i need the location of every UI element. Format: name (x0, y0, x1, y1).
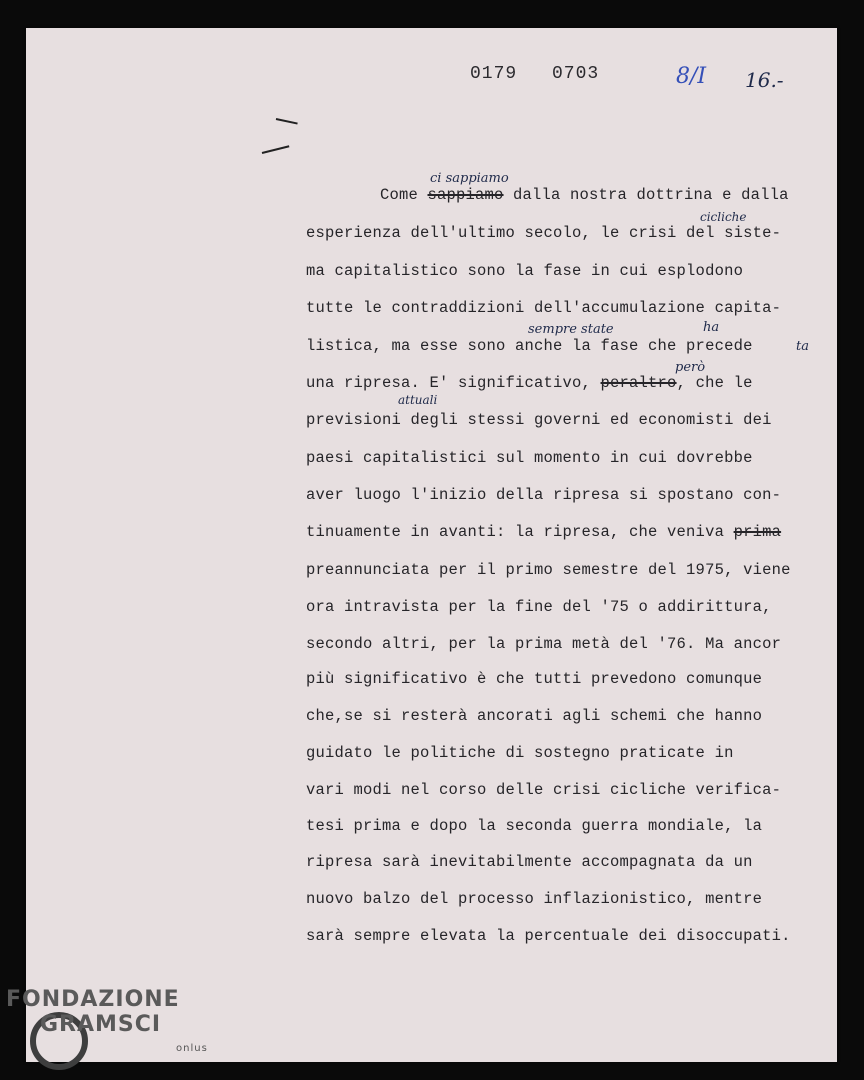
body-line: che,se si resterà ancorati agli schemi che hanno (306, 707, 763, 725)
annotation-ha: ha (703, 320, 720, 335)
archive-number-2: 0703 (552, 64, 600, 84)
archive-number-1: 0179 (470, 64, 518, 84)
annotation-pero: però (675, 360, 706, 375)
annotation-sempre-state: sempre state (528, 322, 614, 337)
body-line: tinuamente in avanti: la ripresa, che veniva prima (306, 523, 782, 541)
body-line: ma capitalistico sono la fase in cui esplodono (306, 262, 744, 280)
annotation-ta: ta (796, 339, 809, 354)
body-line: sarà sempre elevata la percentuale dei disoccupati. (306, 927, 791, 945)
page-mark: 8/I (676, 64, 707, 89)
page-mark-number: 16.- (745, 68, 784, 92)
annotation-attuali: attuali (398, 393, 438, 407)
body-line: preannunciata per il primo semestre del 1975, viene (306, 561, 791, 579)
body-line: aver luogo l'inizio della ripresa si spostano con- (306, 486, 782, 504)
body-line: paesi capitalistici sul momento in cui dovrebbe (306, 449, 753, 467)
body-line: ripresa sarà inevitabilmente accompagnata da un (306, 853, 753, 871)
annotation-ci-sappiamo: ci sappiamo (430, 171, 509, 186)
body-line: listica, ma esse sono anche la fase che precede (306, 337, 753, 355)
body-line: nuovo balzo del processo inflazionistico, mentre (306, 890, 763, 908)
body-line: tesi prima e dopo la seconda guerra mondiale, la (306, 817, 763, 835)
body-line: più significativo è che tutti prevedono comunque (306, 670, 763, 688)
body-line: previsioni degli stessi governi ed economisti dei (306, 411, 772, 429)
body-line: esperienza dell'ultimo secolo, le crisi del siste- (306, 224, 782, 242)
body-line: vari modi nel corso delle crisi cicliche verifica- (306, 781, 782, 799)
body-line: tutte le contraddizioni dell'accumulazione capita- (306, 299, 782, 317)
body-line: guidato le politiche di sostegno praticate in (306, 744, 734, 762)
body-line: ora intravista per la fine del '75 o addirittura, (306, 598, 772, 616)
body-line: secondo altri, per la prima metà del '76. Ma ancor (306, 635, 782, 653)
watermark: FONDAZIONE GRAMSCI onlus (6, 987, 208, 1054)
annotation-cicliche: cicliche (700, 210, 747, 224)
body-line: una ripresa. E' significativo, peraltro, che le (306, 374, 753, 392)
body-line: Come sappiamo dalla nostra dottrina e dalla (380, 186, 789, 204)
